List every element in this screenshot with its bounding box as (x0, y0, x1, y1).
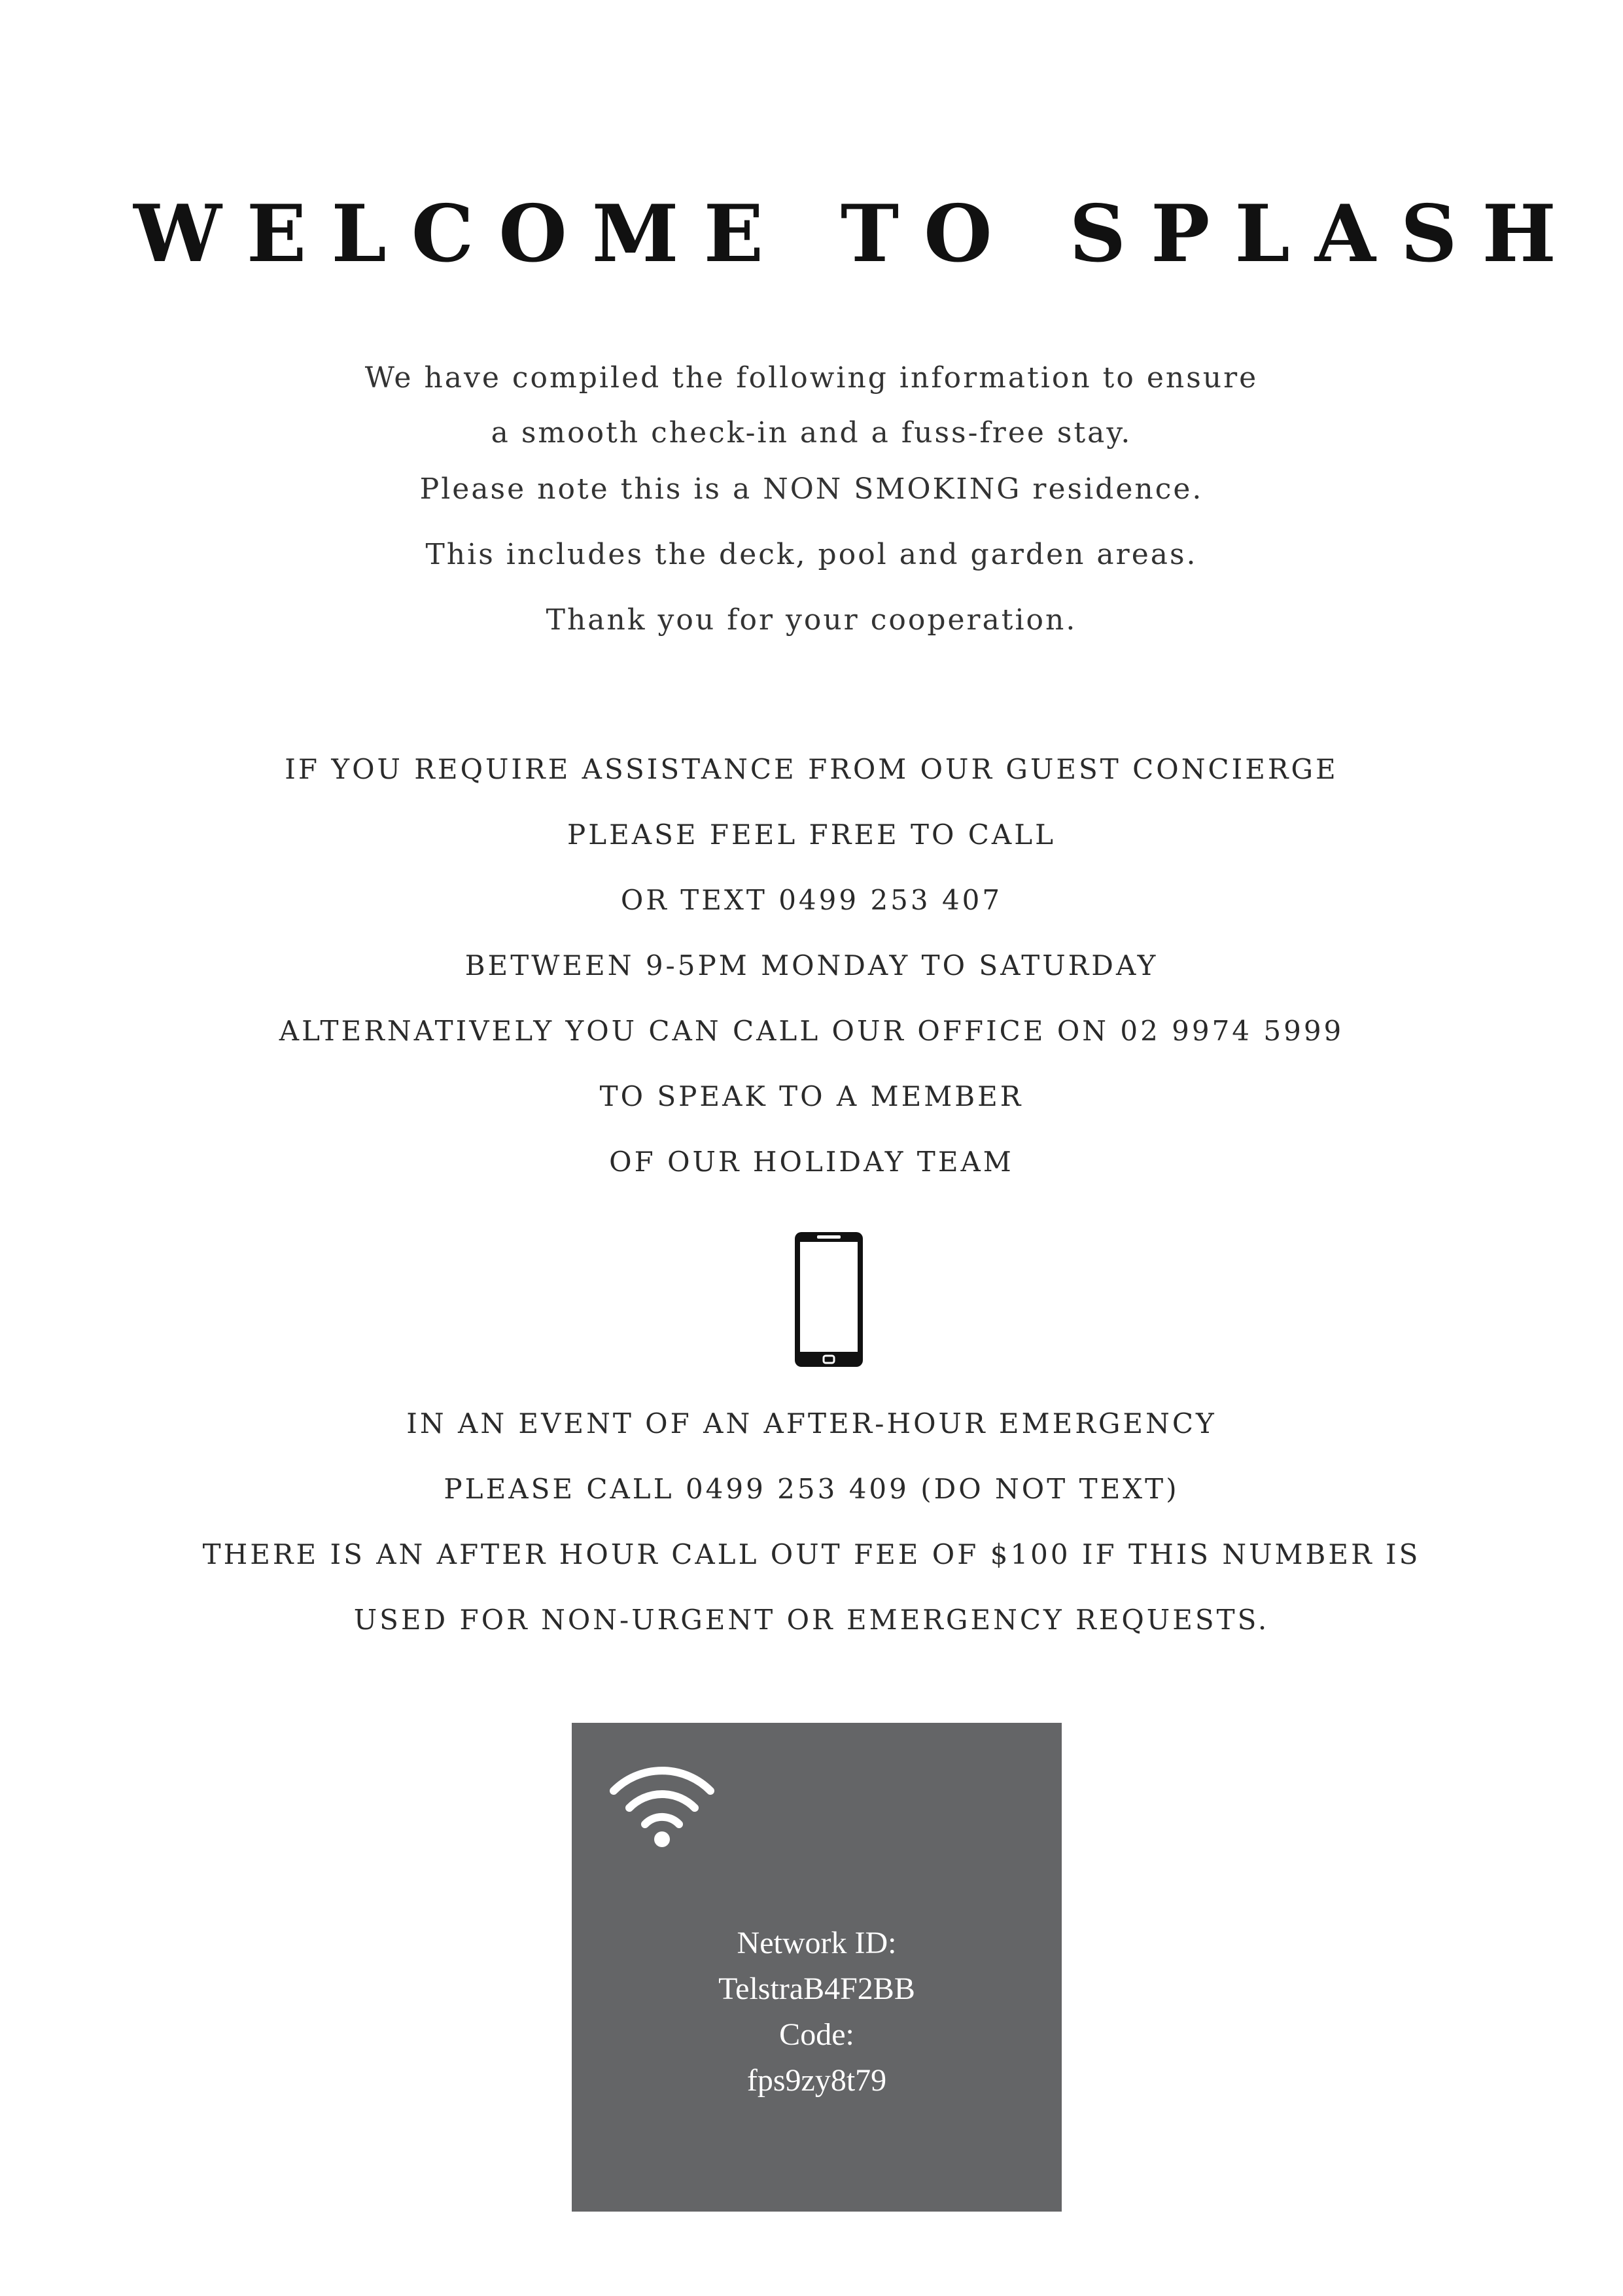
concierge-line: IF YOU REQUIRE ASSISTANCE FROM OUR GUEST CONCIERGE (285, 753, 1338, 785)
wifi-code-label: Code: (779, 2017, 854, 2052)
callout-fee-line: THERE IS AN AFTER HOUR CALL OUT FEE OF $100 IF THIS NUMBER IS (202, 1538, 1421, 1570)
intro-line: Please note this is a NON SMOKING residence. (419, 472, 1204, 506)
concierge-line: OF OUR HOLIDAY TEAM (609, 1146, 1014, 1178)
wifi-icon (608, 1762, 716, 1847)
page-title: WELCOME TO SPLASH (133, 188, 1581, 280)
intro-line: We have compiled the following information to ensure (364, 361, 1259, 395)
intro-line: a smooth check-in and a fuss-free stay. (491, 416, 1132, 450)
concierge-hours: BETWEEN 9-5PM MONDAY TO SATURDAY (464, 949, 1159, 981)
concierge-phone: OR TEXT 0499 253 407 (620, 884, 1003, 916)
wifi-code-value: fps9zy8t79 (746, 2063, 887, 2098)
network-id-value: TelstraB4F2BB (718, 1971, 915, 2006)
thank-you-line: Thank you for your cooperation. (546, 603, 1077, 637)
emergency-line: USED FOR NON-URGENT OR EMERGENCY REQUESTS. (353, 1604, 1270, 1636)
office-phone: ALTERNATIVELY YOU CAN CALL OUR OFFICE ON 02 9974 5999 (279, 1015, 1344, 1047)
non-smoking-areas: This includes the deck, pool and garden areas. (425, 538, 1198, 571)
concierge-line: TO SPEAK TO A MEMBER (599, 1080, 1024, 1112)
emergency-phone: PLEASE CALL 0499 253 409 (DO NOT TEXT) (444, 1473, 1179, 1505)
network-id-label: Network ID: (737, 1926, 897, 1960)
emergency-line: IN AN EVENT OF AN AFTER-HOUR EMERGENCY (406, 1407, 1217, 1439)
smartphone-icon (792, 1230, 865, 1369)
wifi-info-box (572, 1723, 1062, 2212)
concierge-line: PLEASE FEEL FREE TO CALL (567, 819, 1056, 851)
